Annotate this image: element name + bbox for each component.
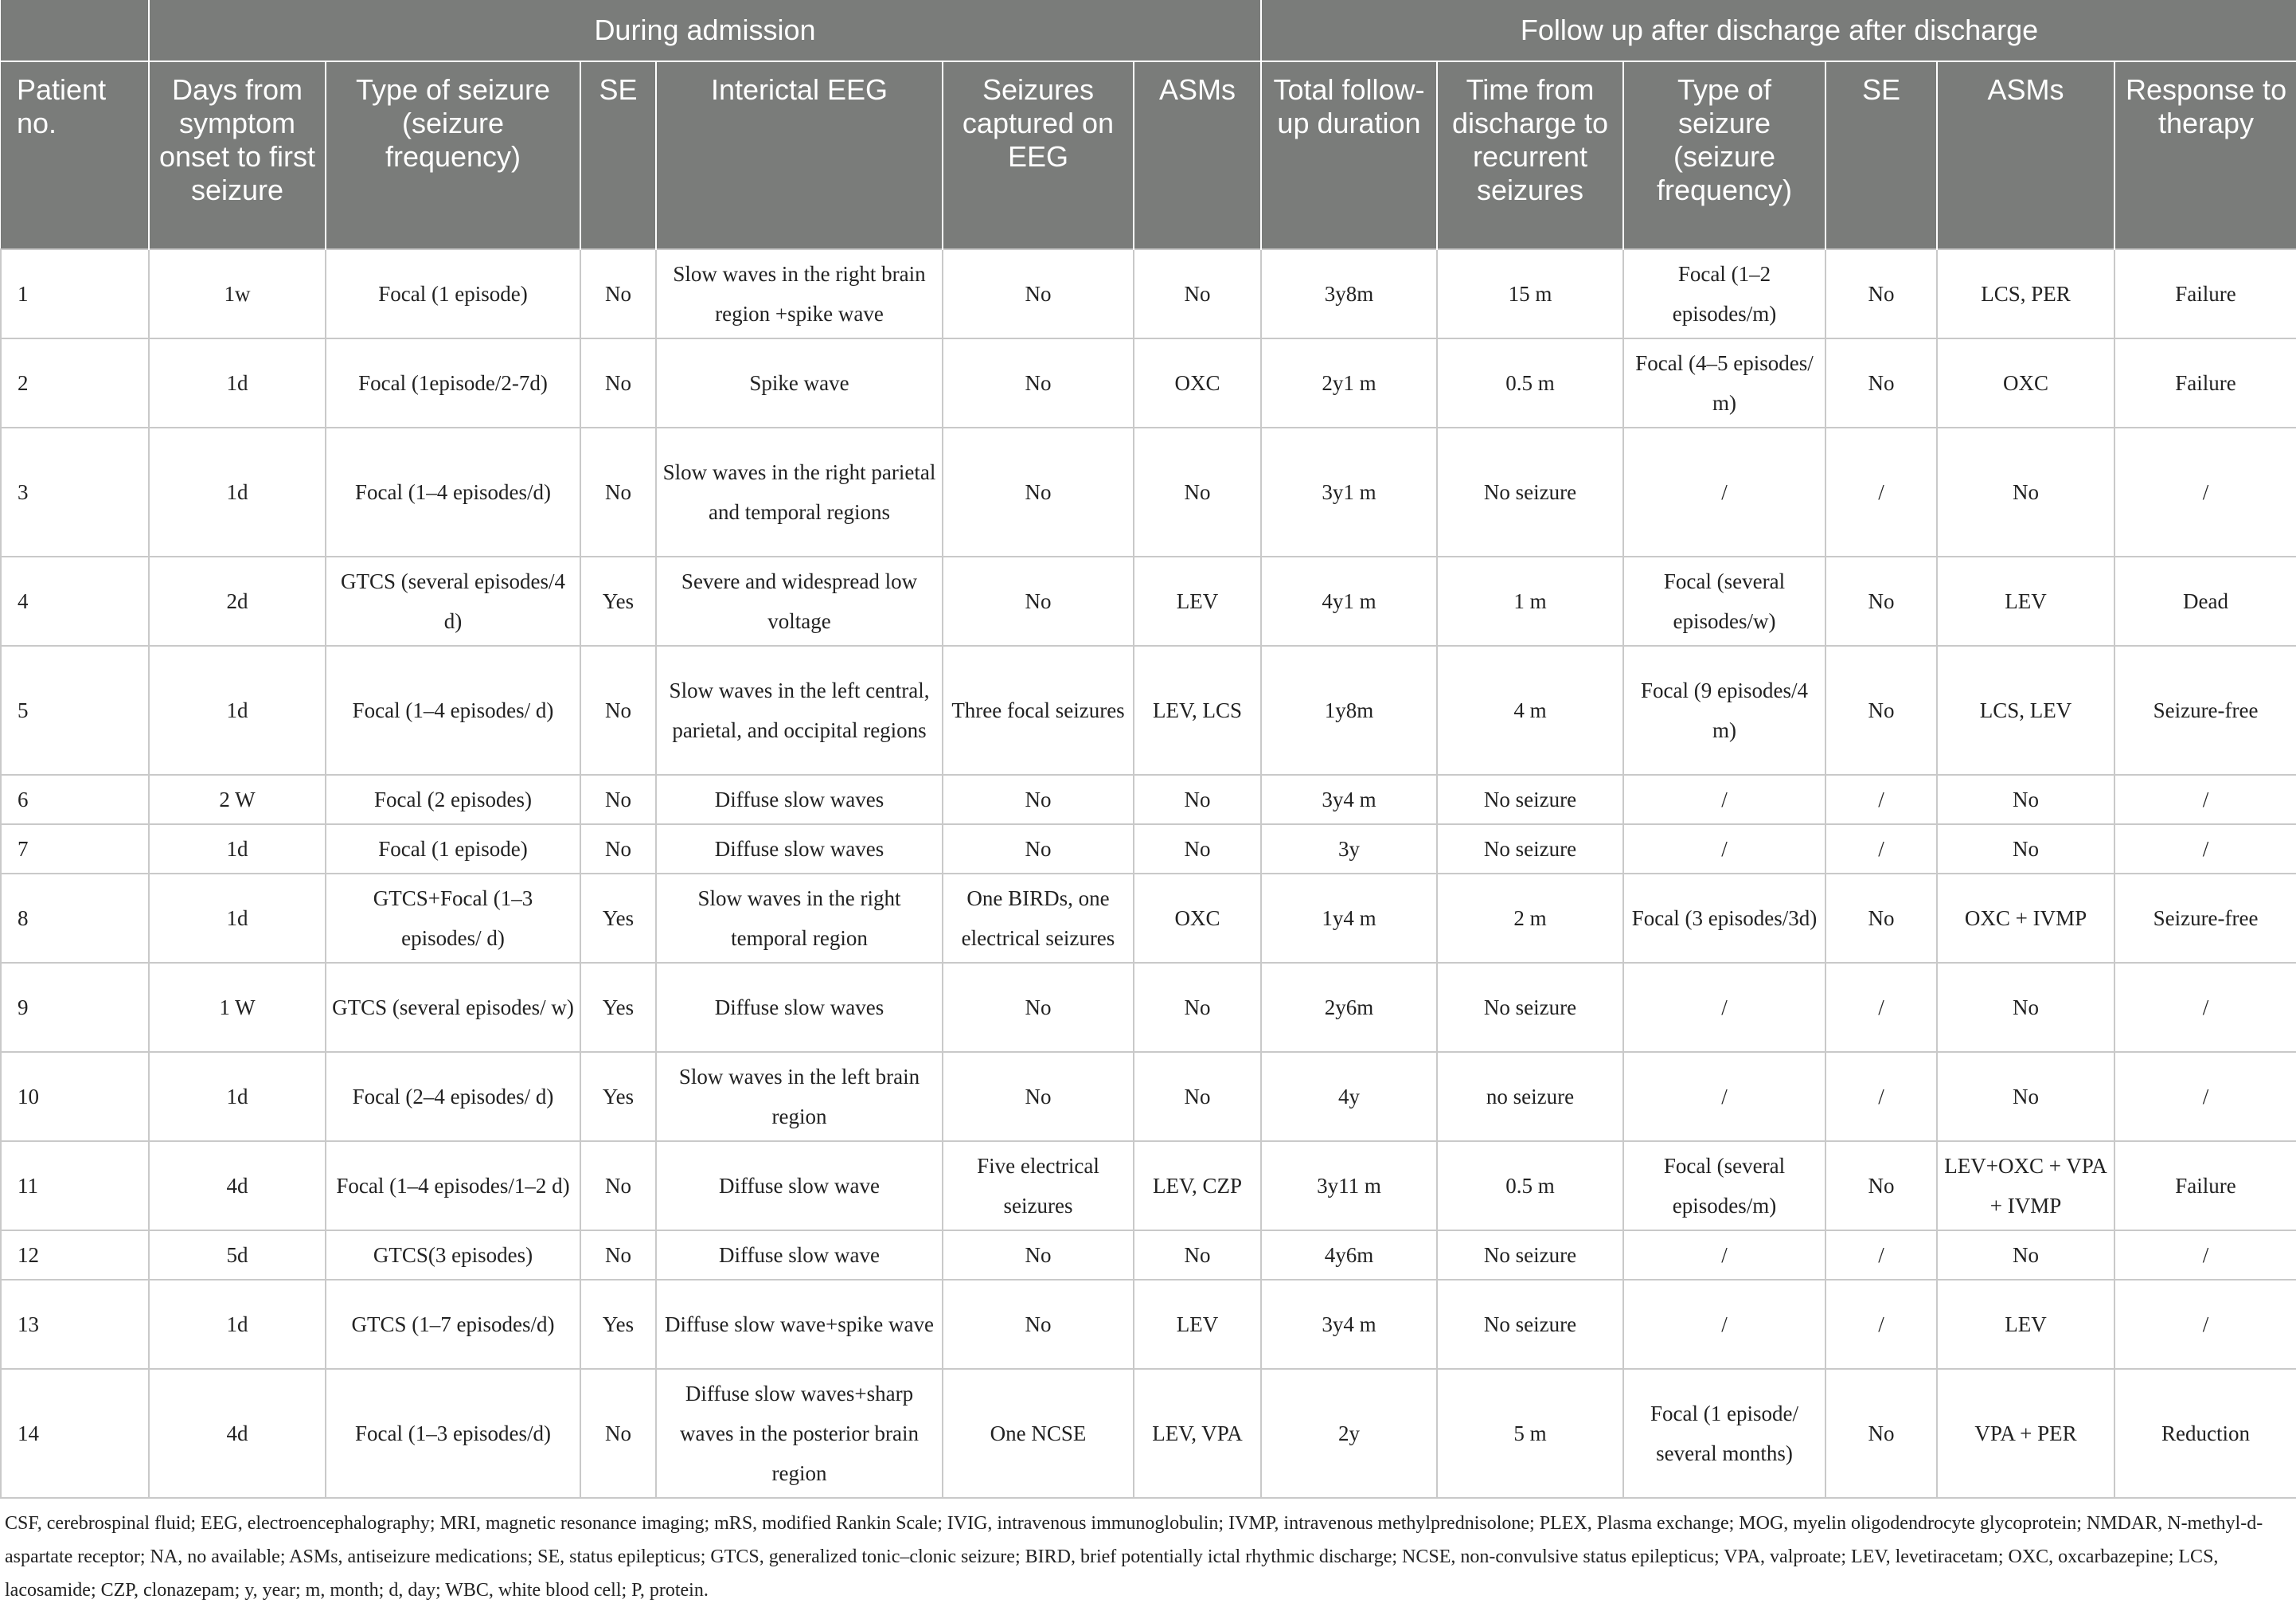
cell-asms2: LCS, LEV — [1937, 646, 2114, 775]
cell-response: / — [2114, 1230, 2296, 1280]
cell-patient: 2 — [1, 338, 149, 428]
cell-days: 1d — [149, 338, 326, 428]
cell-time: 2 m — [1437, 874, 1623, 963]
cell-se2: No — [1825, 874, 1937, 963]
cell-patient: 8 — [1, 874, 149, 963]
cell-se2: / — [1825, 963, 1937, 1052]
cell-total: 3y4 m — [1261, 1280, 1437, 1369]
cell-type2: / — [1623, 428, 1825, 557]
table-row — [1, 775, 2296, 824]
cell-captured: No — [943, 338, 1134, 428]
cell-response: / — [2114, 1280, 2296, 1369]
cell-time: No seizure — [1437, 824, 1623, 874]
cell-total: 3y — [1261, 824, 1437, 874]
column-header-total: Total follow-up duration — [1261, 61, 1437, 249]
cell-days: 5d — [149, 1230, 326, 1280]
cell-eeg: Diffuse slow wave — [656, 1230, 943, 1280]
cell-days: 1w — [149, 249, 326, 338]
cell-type: GTCS (several episodes/ w) — [326, 963, 580, 1052]
cell-asms2: OXC — [1937, 338, 2114, 428]
cell-patient: 13 — [1, 1280, 149, 1369]
cell-asms: LEV — [1134, 557, 1261, 646]
cell-type2: / — [1623, 824, 1825, 874]
cell-days: 2 W — [149, 775, 326, 824]
cell-patient: 7 — [1, 824, 149, 874]
cell-patient: 11 — [1, 1141, 149, 1230]
cell-asms2: LEV+OXC + VPA + IVMP — [1937, 1141, 2114, 1230]
cell-captured: Five electrical seizures — [943, 1141, 1134, 1230]
column-header-asms2: ASMs — [1937, 61, 2114, 249]
cell-captured: No — [943, 557, 1134, 646]
cell-se2: No — [1825, 1141, 1937, 1230]
table-row — [1, 428, 2296, 557]
cell-time: 0.5 m — [1437, 338, 1623, 428]
table-row — [1, 249, 2296, 338]
cell-time: No seizure — [1437, 963, 1623, 1052]
cell-captured: One BIRDs, one electrical seizures — [943, 874, 1134, 963]
group-header-admission: During admission — [149, 0, 1261, 61]
cell-patient: 14 — [1, 1369, 149, 1498]
cell-captured: No — [943, 963, 1134, 1052]
cell-type: Focal (1 episode) — [326, 824, 580, 874]
cell-asms2: No — [1937, 1230, 2114, 1280]
cell-eeg: Severe and widespread low voltage — [656, 557, 943, 646]
group-header-row — [1, 0, 2296, 61]
cell-se: No — [580, 1230, 656, 1280]
cell-se: Yes — [580, 557, 656, 646]
cell-se: No — [580, 646, 656, 775]
table-row — [1, 874, 2296, 963]
cell-type: GTCS (several episodes/4 d) — [326, 557, 580, 646]
cell-se: No — [580, 428, 656, 557]
cell-eeg: Spike wave — [656, 338, 943, 428]
cell-type2: Focal (3 episodes/3d) — [1623, 874, 1825, 963]
cell-asms: No — [1134, 1230, 1261, 1280]
cell-total: 2y — [1261, 1369, 1437, 1498]
cell-asms2: OXC + IVMP — [1937, 874, 2114, 963]
cell-type: Focal (2–4 episodes/ d) — [326, 1052, 580, 1141]
cell-response: / — [2114, 963, 2296, 1052]
cell-captured: No — [943, 1230, 1134, 1280]
cell-se2: / — [1825, 775, 1937, 824]
cell-captured: No — [943, 1280, 1134, 1369]
cell-total: 3y11 m — [1261, 1141, 1437, 1230]
cell-type2: Focal (several episodes/w) — [1623, 557, 1825, 646]
column-header-time: Time from discharge to recurrent seizures — [1437, 61, 1623, 249]
table-row — [1, 1141, 2296, 1230]
cell-time: No seizure — [1437, 775, 1623, 824]
cell-captured: No — [943, 824, 1134, 874]
cell-asms: OXC — [1134, 338, 1261, 428]
cell-time: 4 m — [1437, 646, 1623, 775]
cell-response: Failure — [2114, 249, 2296, 338]
cell-se2: No — [1825, 1369, 1937, 1498]
cell-days: 1d — [149, 1052, 326, 1141]
cell-se: No — [580, 249, 656, 338]
table-row — [1, 1369, 2296, 1498]
cell-type2: / — [1623, 1230, 1825, 1280]
cell-eeg: Slow waves in the left brain region — [656, 1052, 943, 1141]
cell-type2: / — [1623, 775, 1825, 824]
cell-type2: / — [1623, 1052, 1825, 1141]
cell-type: Focal (1–4 episodes/d) — [326, 428, 580, 557]
table-row — [1, 963, 2296, 1052]
cell-eeg: Diffuse slow waves+sharp waves in the posterior brain region — [656, 1369, 943, 1498]
table-footnote: CSF, cerebrospinal fluid; EEG, electroencephalography; MRI, magnetic resonance imaging; mRS, modified Rankin Scale; IVIG, intravenous immunoglobulin; IVMP, intravenous methylprednisolone; PLEX, Plasma exchange; MOG, myelin oligodendrocyte glycoprotein; NMDAR, N-methyl-d-aspartate receptor; NA, no available; ASMs, antiseizure medications; SE, status epilepticus; GTCS, generalized tonic–clonic seizure; BIRD, brief potentially ictal rhythmic discharge; NCSE, non-convulsive status epilepticus; VPA, valproate; LEV, levetiracetam; OXC, oxcarbazepine; LCS, lacosamide; CZP, clonazepam; y, year; m, month; d, day; WBC, white blood cell; P, protein. — [5, 1513, 2263, 1601]
cell-time: no seizure — [1437, 1052, 1623, 1141]
cell-response: Seizure-free — [2114, 874, 2296, 963]
cell-days: 1d — [149, 874, 326, 963]
cell-type: Focal (1–4 episodes/1–2 d) — [326, 1141, 580, 1230]
cell-se2: No — [1825, 557, 1937, 646]
cell-asms2: VPA + PER — [1937, 1369, 2114, 1498]
cell-response: Seizure-free — [2114, 646, 2296, 775]
cell-asms2: No — [1937, 1052, 2114, 1141]
cell-eeg: Slow waves in the right parietal and temporal regions — [656, 428, 943, 557]
table-row — [1, 1280, 2296, 1369]
cell-asms: LEV — [1134, 1280, 1261, 1369]
cell-patient: 10 — [1, 1052, 149, 1141]
cell-type: Focal (1–3 episodes/d) — [326, 1369, 580, 1498]
cell-asms: No — [1134, 963, 1261, 1052]
cell-response: Failure — [2114, 338, 2296, 428]
column-header-asms: ASMs — [1134, 61, 1261, 249]
cell-days: 4d — [149, 1141, 326, 1230]
cell-time: No seizure — [1437, 1280, 1623, 1369]
cell-patient: 6 — [1, 775, 149, 824]
cell-time: 0.5 m — [1437, 1141, 1623, 1230]
cell-se2: / — [1825, 824, 1937, 874]
cell-asms2: No — [1937, 963, 2114, 1052]
cell-response: / — [2114, 775, 2296, 824]
column-header-row — [1, 61, 2296, 249]
cell-response: / — [2114, 1052, 2296, 1141]
cell-response: Failure — [2114, 1141, 2296, 1230]
cell-type: GTCS+Focal (1–3 episodes/ d) — [326, 874, 580, 963]
cell-type: GTCS (1–7 episodes/d) — [326, 1280, 580, 1369]
cell-patient: 5 — [1, 646, 149, 775]
cell-eeg: Slow waves in the right temporal region — [656, 874, 943, 963]
cell-total: 4y6m — [1261, 1230, 1437, 1280]
cell-time: 15 m — [1437, 249, 1623, 338]
table-row — [1, 1230, 2296, 1280]
cell-patient: 12 — [1, 1230, 149, 1280]
cell-se: Yes — [580, 1280, 656, 1369]
cell-total: 4y — [1261, 1052, 1437, 1141]
cell-se2: No — [1825, 249, 1937, 338]
cell-asms: LEV, CZP — [1134, 1141, 1261, 1230]
column-header-days: Days from symptom onset to first seizure — [149, 61, 326, 249]
column-header-type: Type of seizure (seizure frequency) — [326, 61, 580, 249]
cell-type: Focal (1 episode) — [326, 249, 580, 338]
cell-days: 1d — [149, 428, 326, 557]
cell-se: Yes — [580, 874, 656, 963]
column-header-se2: SE — [1825, 61, 1937, 249]
cell-captured: Three focal seizures — [943, 646, 1134, 775]
cell-captured: No — [943, 428, 1134, 557]
cell-asms2: LCS, PER — [1937, 249, 2114, 338]
cell-days: 4d — [149, 1369, 326, 1498]
cell-patient: 1 — [1, 249, 149, 338]
cell-asms2: No — [1937, 775, 2114, 824]
cell-total: 1y8m — [1261, 646, 1437, 775]
cell-total: 3y8m — [1261, 249, 1437, 338]
cell-total: 1y4 m — [1261, 874, 1437, 963]
cell-se2: / — [1825, 1230, 1937, 1280]
cell-days: 1d — [149, 1280, 326, 1369]
cell-asms: LEV, VPA — [1134, 1369, 1261, 1498]
cell-asms2: No — [1937, 428, 2114, 557]
cell-se2: No — [1825, 338, 1937, 428]
cell-asms: No — [1134, 775, 1261, 824]
cell-eeg: Diffuse slow waves — [656, 963, 943, 1052]
column-header-se: SE — [580, 61, 656, 249]
cell-se2: / — [1825, 1052, 1937, 1141]
cell-se: No — [580, 1369, 656, 1498]
column-header-eeg: Interictal EEG — [656, 61, 943, 249]
cell-se: No — [580, 1141, 656, 1230]
group-header-follow-up: Follow up after discharge after discharge — [1261, 0, 2296, 61]
cell-se: Yes — [580, 1052, 656, 1141]
cell-eeg: Slow waves in the left central, parietal, and occipital regions — [656, 646, 943, 775]
cell-asms2: No — [1937, 824, 2114, 874]
cell-eeg: Diffuse slow wave — [656, 1141, 943, 1230]
cell-eeg: Diffuse slow waves — [656, 824, 943, 874]
cell-days: 1d — [149, 824, 326, 874]
cell-days: 1 W — [149, 963, 326, 1052]
group-header-empty — [1, 0, 149, 61]
cell-asms: LEV, LCS — [1134, 646, 1261, 775]
cell-response: / — [2114, 824, 2296, 874]
table-row — [1, 646, 2296, 775]
cell-se: Yes — [580, 963, 656, 1052]
cell-se2: No — [1825, 646, 1937, 775]
cell-asms: No — [1134, 428, 1261, 557]
cell-asms: No — [1134, 249, 1261, 338]
table-row — [1, 824, 2296, 874]
cell-response: Reduction — [2114, 1369, 2296, 1498]
cell-se2: / — [1825, 1280, 1937, 1369]
cell-total: 4y1 m — [1261, 557, 1437, 646]
cell-total: 3y4 m — [1261, 775, 1437, 824]
cell-type: Focal (2 episodes) — [326, 775, 580, 824]
cell-days: 2d — [149, 557, 326, 646]
cell-total: 2y6m — [1261, 963, 1437, 1052]
cell-total: 2y1 m — [1261, 338, 1437, 428]
cell-time: 5 m — [1437, 1369, 1623, 1498]
cell-asms2: LEV — [1937, 1280, 2114, 1369]
table-row — [1, 557, 2296, 646]
cell-se: No — [580, 824, 656, 874]
cell-asms: OXC — [1134, 874, 1261, 963]
table-row — [1, 1052, 2296, 1141]
cell-type: Focal (1episode/2-7d) — [326, 338, 580, 428]
cell-time: No seizure — [1437, 428, 1623, 557]
cell-type2: Focal (1 episode/ several months) — [1623, 1369, 1825, 1498]
table-row — [1, 338, 2296, 428]
cell-response: / — [2114, 428, 2296, 557]
cell-se: No — [580, 775, 656, 824]
cell-se: No — [580, 338, 656, 428]
cell-type2: / — [1623, 1280, 1825, 1369]
cell-days: 1d — [149, 646, 326, 775]
cell-type2: Focal (several episodes/m) — [1623, 1141, 1825, 1230]
cell-eeg: Diffuse slow wave+spike wave — [656, 1280, 943, 1369]
column-header-patient: Patient no. — [1, 61, 149, 249]
cell-type2: Focal (1–2 episodes/m) — [1623, 249, 1825, 338]
cell-response: Dead — [2114, 557, 2296, 646]
cell-type: Focal (1–4 episodes/ d) — [326, 646, 580, 775]
cell-type2: Focal (9 episodes/4 m) — [1623, 646, 1825, 775]
cell-total: 3y1 m — [1261, 428, 1437, 557]
cell-se2: / — [1825, 428, 1937, 557]
cell-captured: No — [943, 249, 1134, 338]
column-header-captured: Seizures captured on EEG — [943, 61, 1134, 249]
column-header-response: Response to therapy — [2114, 61, 2296, 249]
cell-time: 1 m — [1437, 557, 1623, 646]
cell-asms: No — [1134, 824, 1261, 874]
cell-captured: No — [943, 775, 1134, 824]
cell-asms: No — [1134, 1052, 1261, 1141]
cell-type2: / — [1623, 963, 1825, 1052]
cell-patient: 4 — [1, 557, 149, 646]
cell-type: GTCS(3 episodes) — [326, 1230, 580, 1280]
cell-eeg: Slow waves in the right brain region +spike wave — [656, 249, 943, 338]
cell-patient: 9 — [1, 963, 149, 1052]
column-header-type2: Type of seizure (seizure frequency) — [1623, 61, 1825, 249]
cell-asms2: LEV — [1937, 557, 2114, 646]
cell-time: No seizure — [1437, 1230, 1623, 1280]
cell-eeg: Diffuse slow waves — [656, 775, 943, 824]
cell-captured: One NCSE — [943, 1369, 1134, 1498]
cell-type2: Focal (4–5 episodes/ m) — [1623, 338, 1825, 428]
cell-patient: 3 — [1, 428, 149, 557]
table-body — [1, 249, 2296, 1498]
cell-captured: No — [943, 1052, 1134, 1141]
